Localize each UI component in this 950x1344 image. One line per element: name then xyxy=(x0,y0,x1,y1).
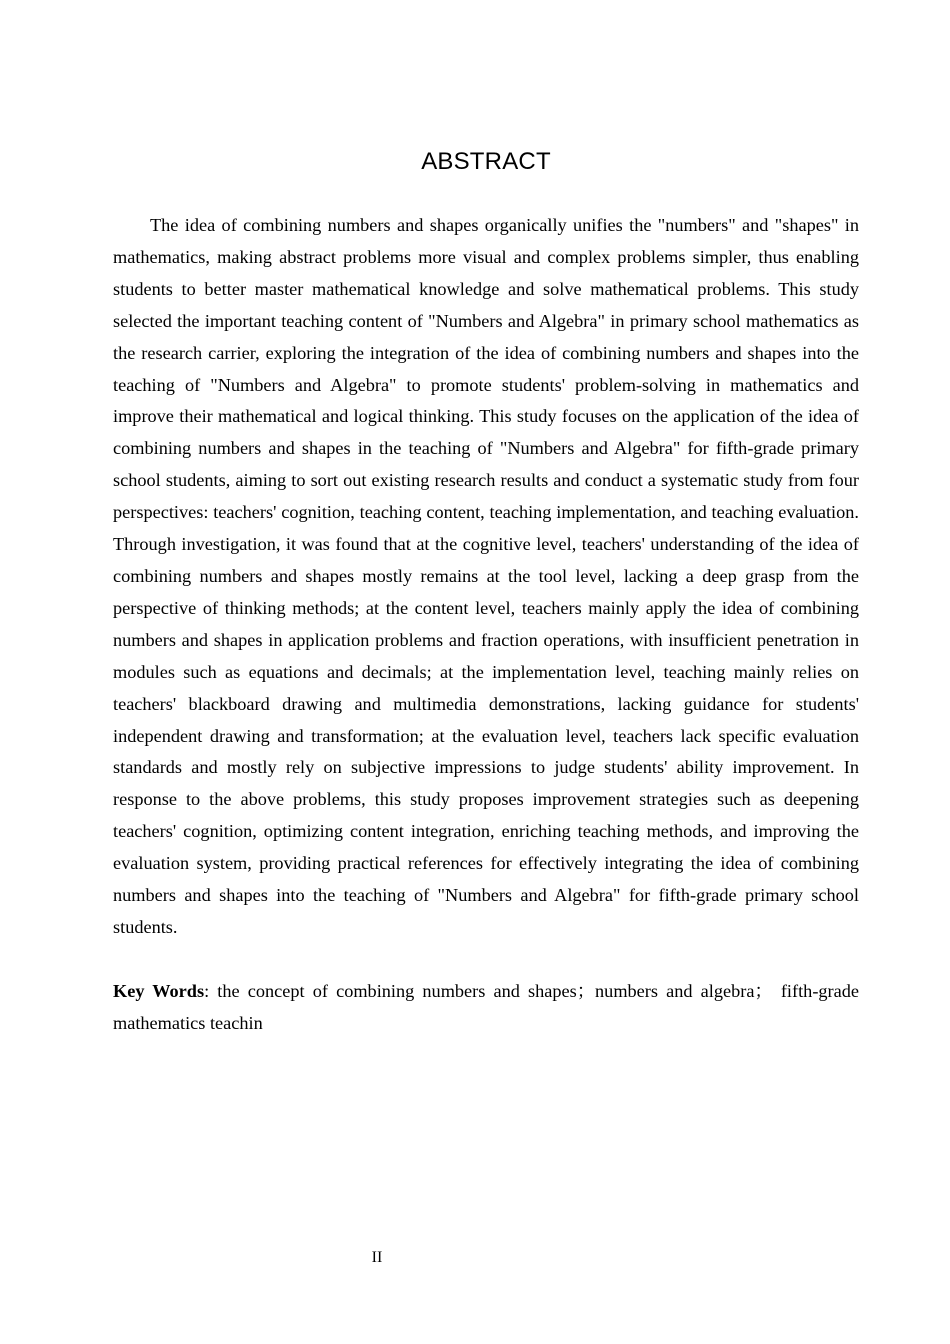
abstract-body: The idea of combining numbers and shapes organically unifies the "numbers" and "shapes" in mathematics, making abstract problems more visual and complex problems simpler, thus enabling students to better master mathematical knowledge and solve mathematical problems. This study selected the important teaching content of "Numbers and Algebra" in primary school mathematics as the research carrier, exploring the integration of the idea of combining numbers and shapes into the teaching of "Numbers and Algebra" to promote students' problem-solving in mathematics and improve their mathematical and logical thinking. This study focuses on the application of the idea of combining numbers and shapes in the teaching of "Numbers and Algebra" for fifth-grade primary school students, aiming to sort out existing research results and conduct a systematic study from four perspectives: teachers' cognition, teaching content, teaching implementation, and teaching evaluation. Through investigation, it was found that at the cognitive level, teachers' understanding of the idea of combining numbers and shapes mostly remains at the tool level, lacking a deep grasp from the perspective of thinking methods; at the content level, teachers mainly apply the idea of combining numbers and shapes in application problems and fraction operations, with insufficient penetration in modules such as equations and decimals; at the implementation level, teaching mainly relies on teachers' blackboard drawing and multimedia demonstrations, lacking guidance for students' independent drawing and transformation; at the evaluation level, teachers lack specific evaluation standards and mostly rely on subjective impressions to judge students' ability improvement. In response to the above problems, this study proposes improvement strategies such as deepening teachers' cognition, optimizing content integration, enriching teaching methods, and improving the evaluation system, providing practical references for effectively integrating the idea of combining numbers and shapes into the teaching of "Numbers and Algebra" for fifth-grade primary school students. xyxy=(113,215,859,937)
keywords-paragraph xyxy=(113,976,859,1040)
page-number: II xyxy=(371,1249,383,1266)
abstract-title: ABSTRACT xyxy=(421,148,551,175)
keywords-text: : the concept of combining numbers and shapes；numbers and algebra； fifth-grade mathematics teachin xyxy=(113,981,860,1033)
keywords-label: Key Words xyxy=(113,981,205,1001)
